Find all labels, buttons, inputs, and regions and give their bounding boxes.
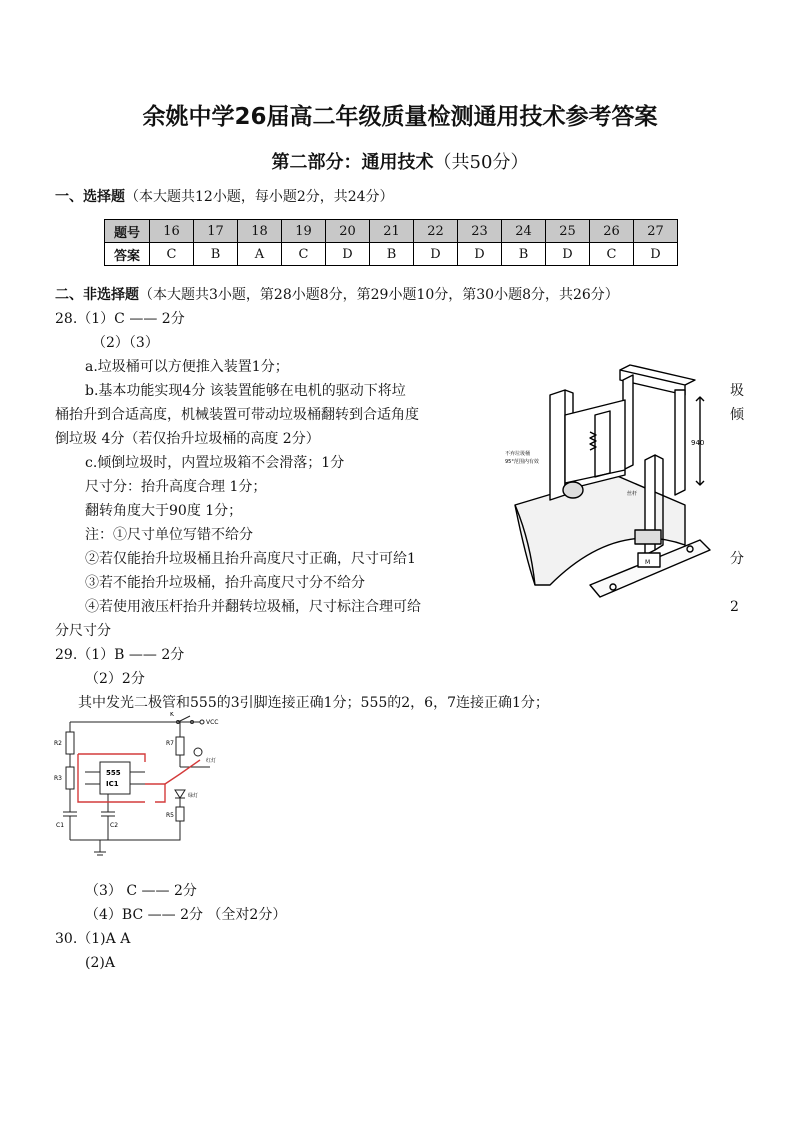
row-label-number: 题号 [105, 220, 150, 243]
question-number: 17 [194, 220, 238, 243]
answer-cell: D [458, 243, 502, 266]
question-number: 27 [634, 220, 678, 243]
question-number: 25 [546, 220, 590, 243]
question-number: 20 [326, 220, 370, 243]
q28-line-5: 桶抬升到合适高度，机械装置可带动垃圾桶翻转到合适角度 [55, 407, 419, 423]
answer-cell: D [546, 243, 590, 266]
answer-cell: A [238, 243, 282, 266]
section1-title: 一、选择题 [55, 189, 125, 205]
answer-cell: C [282, 243, 326, 266]
q28-line-8: 尺寸分：抬升高度合理 1分； [85, 479, 267, 495]
chip-label: 555 [106, 769, 121, 777]
q28-line-14: 分尺寸分 [55, 623, 111, 639]
question-number: 22 [414, 220, 458, 243]
question-number: 24 [502, 220, 546, 243]
question-number: 26 [590, 220, 634, 243]
row-label-answer: 答案 [105, 243, 150, 266]
mechanism-figure [495, 355, 720, 615]
chip-ref: IC1 [106, 780, 119, 788]
question-number: 19 [282, 220, 326, 243]
section1-heading [55, 188, 394, 206]
r5-label: R5 [166, 812, 174, 819]
q28-line-4-tail: 圾 [730, 383, 744, 399]
r2-label: R2 [54, 740, 62, 747]
q28-line-13-tail: 2 [730, 599, 739, 615]
q28-line-2: （2）（3） [92, 335, 159, 351]
section2-heading [55, 286, 619, 304]
part-heading-score: （共50分） [433, 152, 529, 173]
q28-line-13: ④若使用液压杆抬升并翻转垃圾桶，尺寸标注合理可给 [85, 599, 421, 615]
q29-line-3: 其中发光二极管和555的3引脚连接正确1分；555的2，6，7连接正确1分； [78, 695, 549, 711]
answer-table-number-row [105, 220, 678, 243]
q28-line-11: ②若仅能抬升垃圾桶且抬升高度尺寸正确，尺寸可给1 [85, 551, 416, 567]
page-title: 余姚中学26届高二年级质量检测通用技术参考答案 [142, 104, 658, 130]
q28-line-7: c.倾倒垃圾时，内置垃圾箱不会滑落；1分 [85, 455, 345, 471]
q28-line-9: 翻转角度大于90度 1分； [85, 503, 243, 519]
question-number: 18 [238, 220, 282, 243]
answer-cell: B [370, 243, 414, 266]
section1-desc: （本大题共12小题，每小题2分，共24分） [125, 189, 394, 205]
answer-cell: D [326, 243, 370, 266]
answer-cell: D [634, 243, 678, 266]
answer-cell: B [194, 243, 238, 266]
q28-line-10: 注：①尺寸单位写错不给分 [85, 527, 253, 543]
q28-line-1: 28.（1）C —— 2分 [55, 311, 185, 327]
q29-line-2: （2）2分 [85, 671, 145, 687]
figure-label-screw: 丝杆 [627, 491, 638, 497]
q29-line-1: 29.（1）B —— 2分 [55, 647, 185, 663]
question-number: 16 [150, 220, 194, 243]
q30-line-1: 30.（1)A A [55, 931, 131, 947]
part-heading [0, 148, 800, 174]
answer-table-answer-row [105, 243, 678, 266]
q28-line-6: 倒垃圾 4分（若仅抬升垃圾桶的高度 2分） [55, 431, 320, 447]
c2-label: C2 [110, 822, 119, 829]
q28-line-12: ③若不能抬升垃圾桶，抬升高度尺寸分不给分 [85, 575, 365, 591]
q30-line-2: (2)A [85, 955, 115, 971]
vcc-label: VCC [206, 719, 219, 726]
q28-line-4: b.基本功能实现4分 该装置能够在电机的驱动下将垃 [85, 383, 406, 399]
section2-desc: （本大题共3小题，第28小题8分，第29小题10分，第30小题8分，共26分） [139, 287, 619, 303]
figure-note-1: 不弃垃圾桶 [505, 451, 531, 457]
c1-label: C1 [56, 822, 65, 829]
answer-cell: B [502, 243, 546, 266]
switch-label: K [170, 712, 174, 718]
section2-title: 二、非选择题 [55, 287, 139, 303]
r3-label: R3 [54, 775, 62, 782]
question-number: 23 [458, 220, 502, 243]
answer-cell: C [590, 243, 634, 266]
q29-line-5: （4）BC —— 2分 （全对2分） [85, 907, 287, 923]
answer-cell: D [414, 243, 458, 266]
figure-label-motor: M [645, 559, 651, 566]
led-red-label: 红灯 [206, 758, 217, 764]
figure-note-2: 95°范围内有效 [505, 459, 539, 465]
r7-label: R7 [166, 740, 174, 747]
answer-cell: C [150, 243, 194, 266]
q29-line-4: （3） C —— 2分 [85, 883, 197, 899]
led-green-label: 绿灯 [188, 793, 199, 799]
question-number: 21 [370, 220, 414, 243]
dimension-label: 940 [691, 439, 705, 447]
answer-table [104, 219, 678, 266]
q28-line-5-tail: 倾 [730, 407, 744, 423]
circuit-diagram [50, 712, 250, 862]
part-heading-bold: 第二部分：通用技术 [271, 152, 434, 173]
q28-line-11-tail: 分 [730, 551, 744, 567]
q28-line-3: a.垃圾桶可以方便推入装置1分； [85, 359, 289, 375]
